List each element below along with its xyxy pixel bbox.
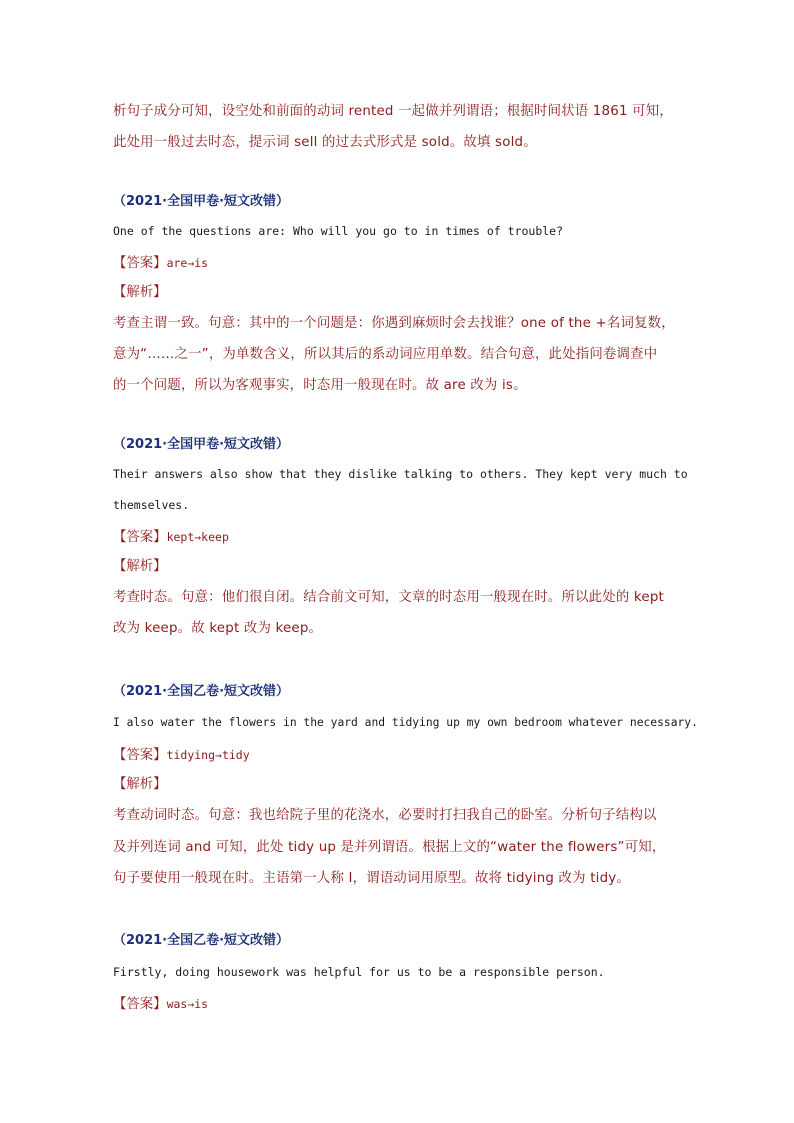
answer-label: 【答案】 [113,997,167,1012]
item-1-analysis-label: 【解析】 [113,285,167,300]
item-4-header: （2021·全国乙卷·短文改错） [113,933,290,948]
answer-label: 【答案】 [113,256,167,271]
intro-line-2: 此处用一般过去时态，提示词 sell 的过去式形式是 sold。故填 sold。 [113,135,537,150]
item-3-analysis-label: 【解析】 [113,777,167,792]
answer-value: kept→keep [166,530,229,544]
answer-label: 【答案】 [113,530,167,545]
item-2-analysis-line-1: 考查时态。句意：他们很自闭。结合前文可知，文章的时态用一般现在时。所以此处的 kept [113,590,664,605]
item-2-analysis-label: 【解析】 [113,559,167,574]
item-4-sentence: Firstly, doing housework was helpful for us to be a responsible person. [113,965,605,979]
item-3-analysis-line-1: 考查动词时态。句意：我也给院子里的花浇水，必要时打扫我自己的卧室。分析句子结构以 [113,808,657,823]
item-2-analysis-line-2: 改为 keep。故 kept 改为 keep。 [113,621,323,636]
answer-value: tidying→tidy [166,748,250,762]
item-1-analysis-line-1: 考查主谓一致。句意：其中的一个问题是：你遇到麻烦时会去找谁？one of the +名词复数， [113,316,675,331]
intro-line-1: 析句子成分可知，设空处和前面的动词 rented 一起做并列谓语；根据时间状语 1861 可知， [113,104,673,119]
item-1-header: （2021·全国甲卷·短文改错） [113,194,290,209]
item-3-answer [113,744,250,766]
item-2-sentence-line-1: Their answers also show that they dislike talking to others. They kept very much to [113,467,688,481]
item-3-analysis-line-3: 句子要使用一般现在时。主语第一人称 I，谓语动词用原型。故将 tidying 改为 tidy。 [113,871,630,886]
item-2-sentence-line-2: themselves. [113,498,190,512]
item-2-answer [113,526,229,548]
item-3-analysis-line-2: 及并列连词 and 可知，此处 tidy up 是并列谓语。根据上文的“water the flowers”可知， [113,840,666,855]
answer-value: was→is [166,997,209,1011]
item-1-analysis-line-2: 意为“……之一”，为单数含义，所以其后的系动词应用单数。结合句意，此处指问卷调查中 [113,347,658,362]
item-3-sentence: I also water the flowers in the yard and tidying up my own bedroom whatever necessary. [113,716,698,729]
answer-label: 【答案】 [113,748,167,763]
item-3-header: （2021·全国乙卷·短文改错） [113,684,290,699]
item-1-sentence: One of the questions are: Who will you go to in times of trouble? [113,224,564,238]
item-1-answer [113,252,208,274]
item-1-analysis-line-3: 的一个问题，所以为客观事实，时态用一般现在时。故 are 改为 is。 [113,378,527,393]
answer-value: are→is [166,256,209,270]
item-4-answer [113,993,208,1015]
item-2-header: （2021·全国甲卷·短文改错） [113,437,290,452]
